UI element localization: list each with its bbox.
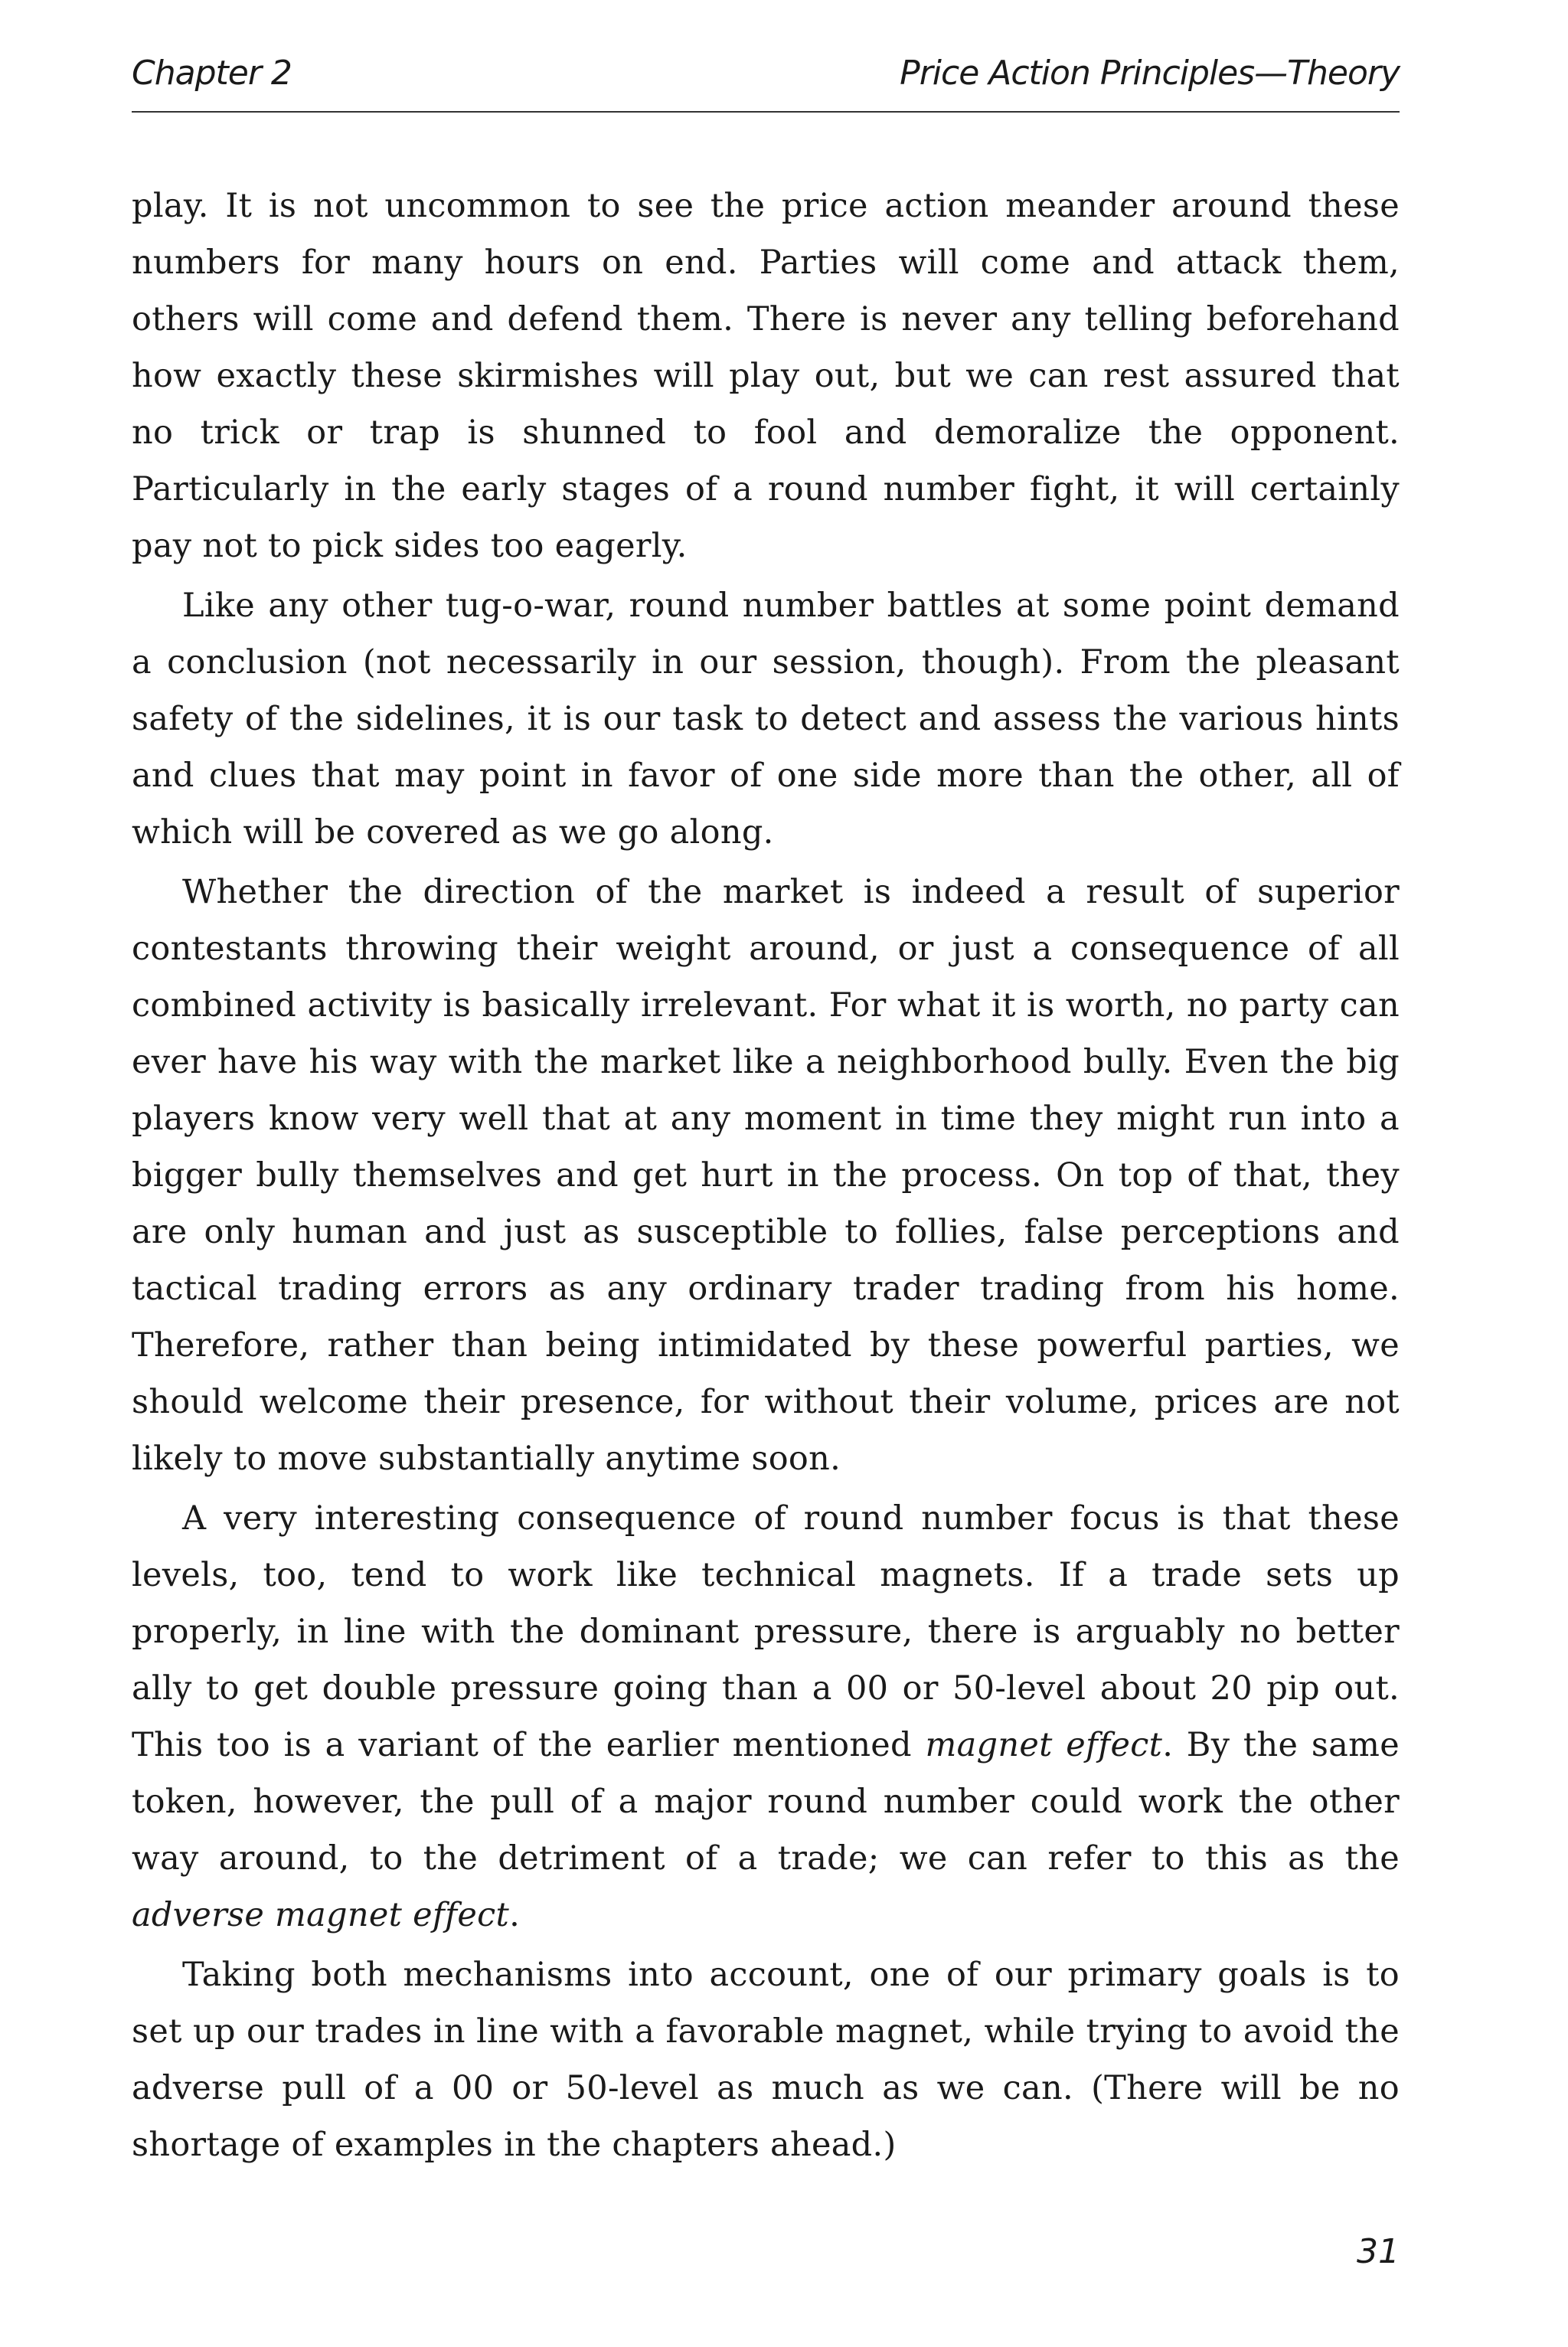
section-title: Price Action Principles—Theory: [900, 54, 1400, 93]
paragraph: [132, 178, 1400, 574]
emphasis-text: magnet effect: [925, 1726, 1163, 1764]
running-head: [132, 46, 1400, 107]
text-run: . By the same token, however, the pull of a major round number could work the other way around, to the detriment of a trade; we can refer to this as the: [132, 1726, 1400, 1878]
text-run: Taking both mechanisms into account, one of our primary goals is to set up our trades in line with a favorable magnet, while trying to avoid the adverse pull of a 00 or 50-level as much as we can. (There will be no shortage of examples in the chapters ahead.): [132, 1956, 1400, 2164]
emphasis-text: adverse magnet effect: [132, 1896, 510, 1934]
page-number: 31: [1357, 2232, 1400, 2271]
header-rule: [132, 111, 1400, 113]
paragraph: [132, 1947, 1400, 2173]
paragraph: [132, 577, 1400, 861]
text-run: A very interesting consequence of round number focus is that these levels, too, tend to work like technical magnets. If a trade sets up properly, in line with the dominant pressure, there is arguably no better ally to get double pressure going than a 00 or 50-level about 20 pip out. This too is a variant of the earlier mentioned: [132, 1499, 1400, 1764]
body-text: [132, 178, 1400, 2176]
text-run: Like any other tug-o-war, round number battles at some point demand a conclusion (not necessarily in our session, though). From the pleasant safety of the sidelines, it is our task to detect and assess the various hints and clues that may point in favor of one side more than the other, all of which will be covered as we go along.: [132, 587, 1400, 852]
paragraph: [132, 864, 1400, 1487]
text-run: play. It is not uncommon to see the price action meander around these numbers for many hours on end. Parties will come and attack them, others will come and defend them. There is never any telling beforehand how exactly these skirmishes will play out, but we can rest assured that no trick or trap is shunned to fool and demoralize the opponent. Particularly in the early stages of a round number fight, it will certainly pay not to pick sides too eagerly.: [132, 187, 1400, 565]
chapter-label: Chapter 2: [132, 54, 292, 93]
text-run: .: [509, 1896, 521, 1934]
paragraph: [132, 1490, 1400, 1943]
text-run: Whether the direction of the market is indeed a result of superior contestants throwing their weight around, or just a consequence of all combined activity is basically irrelevant. For what it is worth, no party can ever have his way with the market like a neighborhood bully. Even the big players know very well that at any moment in time they might run into a bigger bully themselves and get hurt in the process. On top of that, they are only human and just as susceptible to follies, false perceptions and tactical trading errors as any ordinary trader trading from his home. Therefore, rather than being intimidated by these powerful parties, we should welcome their presence, for without their volume, prices are not likely to move substantially anytime soon.: [132, 873, 1400, 1478]
